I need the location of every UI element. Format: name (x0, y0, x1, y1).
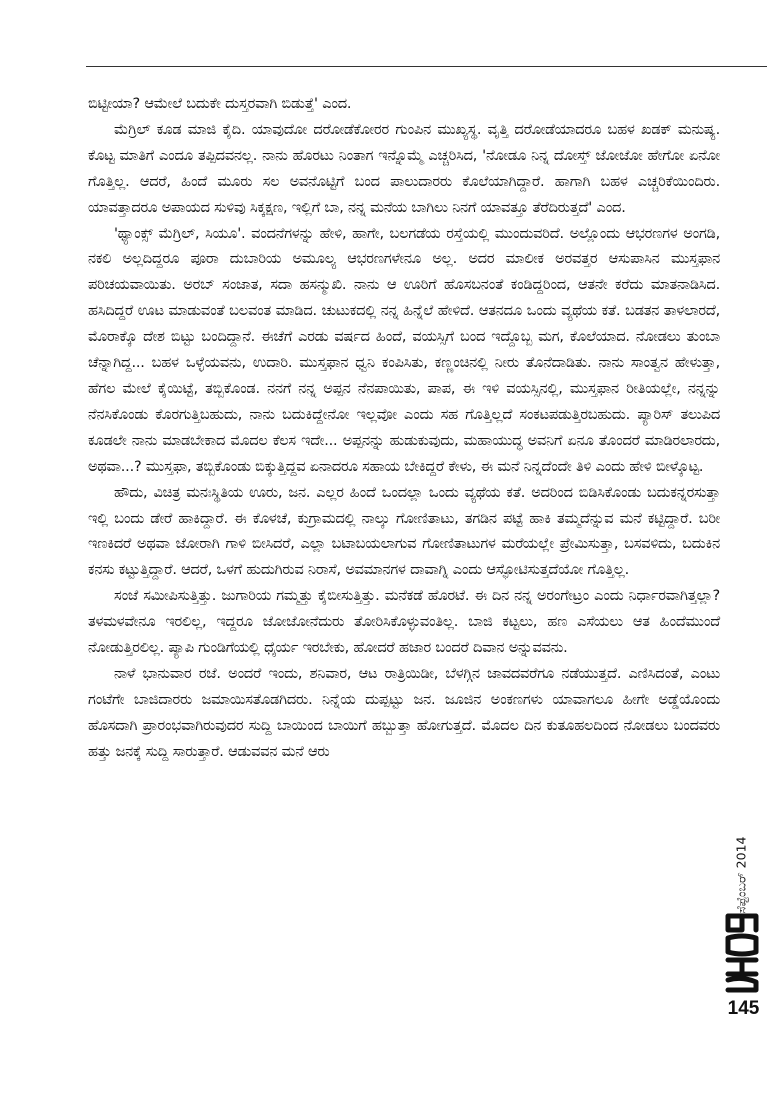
issue-date-text: ಸೆಪ್ಟೆಂಬರ್ 2014 (733, 836, 748, 914)
header-rule (86, 66, 767, 67)
paragraph: ಹೌದು, ವಿಚಿತ್ರ ಮನಃಸ್ಥಿತಿಯ ಊರು, ಜನ. ಎಲ್ಲರ ಹಿಂದೆ ಒಂದಲ್ಲಾ ಒಂದು ವ್ಯಥೆಯ ಕತೆ. ಅದರಿಂದ ಬಿಡಿಸಿಕೊಂಡು ಬದುಕನ್ನರಸುತ್ತಾ ಇಲ್ಲಿ ಬಂದು ಡೇರೆ ಹಾಕಿದ್ದಾರೆ. ಈ ಕೊಳಚೆ, ಕುಗ್ರಾಮದಲ್ಲಿ ನಾಲ್ಕು ಗೋಣಿತಾಟು, ತಗಡಿನ ಪಟ್ಟೆ ಹಾಕಿ ತಮ್ಮದೆನ್ನುವ ಮನೆ ಕಟ್ಟಿದ್ದಾರೆ. ಬರೀ ಇಣಕಿದರೆ ಅಥವಾ ಜೋರಾಗಿ ಗಾಳಿ ಬೀಸಿದರೆ, ಎಲ್ಲಾ ಬಟಾಬಯಲಾಗುವ ಗೋಣಿತಾಟುಗಳ ಮರೆಯಲ್ಲೇ ಪ್ರೇಮಿಸುತ್ತಾ, ಬಸವಳಿದು, ಬದುಕಿನ ಕನಸು ಕಟ್ಟುತ್ತಿದ್ದಾರೆ. ಆದರೆ, ಒಳಗೆ ಹುದುಗಿರುವ ನಿರಾಸೆ, ಅವಮಾನಗಳ ದಾವಾಗ್ನಿ ಎಂದು ಆಸ್ಫೋಟಿಸುತ್ತದೆಯೋ ಗೊತ್ತಿಲ್ಲ. (88, 484, 720, 579)
paragraph: ಮೆಗ್ರಿಲ್ ಕೂಡ ಮಾಜಿ ಕೈದಿ. ಯಾವುದೋ ದರೋಡೆಕೋರರ ಗುಂಪಿನ ಮುಖ್ಯಸ್ಥ. ವೃತ್ತಿ ದರೋಡೆಯಾದರೂ ಬಹಳ ಖಡಕ್ ಮನುಷ್ಯ. ಕೊಟ್ಟ ಮಾತಿಗೆ ಎಂದೂ ತಪ್ಪಿದವನಲ್ಲ. ನಾನು ಹೊರಟು ನಿಂತಾಗ ಇನ್ನೊಮ್ಮೆ ಎಚ್ಚರಿಸಿದ, 'ನೋಡೂ ನಿನ್ನ ದೋಸ್ತ್ ಜೋಜೋ ಹೇಗೋ ಏನೋ ಗೊತ್ತಿಲ್ಲ. ಆದರೆ, ಹಿಂದೆ ಮೂರು ಸಲ ಅವನೊಟ್ಟಿಗೆ ಬಂದ ಪಾಲುದಾರರು ಕೊಲೆಯಾಗಿದ್ದಾರೆ. ಹಾಗಾಗಿ ಬಹಳ ಎಚ್ಚರಿಕೆಯಿಂದಿರು. ಯಾವತ್ತಾದರೂ ಅಪಾಯದ ಸುಳಿವು ಸಿಕ್ಕಕ್ಷಣ, ಇಲ್ಲಿಗೆ ಬಾ, ನನ್ನ ಮನೆಯ ಬಾಗಿಲು ನಿನಗೆ ಯಾವತ್ತೂ ತೆರೆದಿರುತ್ತದೆ' ಎಂದ. (88, 121, 720, 216)
paragraph: ನಾಳೆ ಭಾನುವಾರ ರಜೆ. ಅಂದರೆ ಇಂದು, ಶನಿವಾರ, ಆಟ ರಾತ್ರಿಯಿಡೀ, ಬೆಳಗ್ಗಿನ ಜಾವದವರೆಗೂ ನಡೆಯುತ್ತದೆ. ಎಣಿಸಿದಂತೆ, ಎಂಟು ಗಂಟೆಗೇ ಬಾಜಿದಾರರು ಜಮಾಯಿಸತೊಡಗಿದರು. ನಿನ್ನೆಯ ದುಪ್ಪಟ್ಟು ಜನ. ಜೂಜಿನ ಅಂಕಣಗಳು ಯಾವಾಗಲೂ ಹೀಗೇ ಅಡ್ಡೆಯೊಂದು ಹೊಸದಾಗಿ ಪ್ರಾರಂಭವಾಗಿರುವುದರ ಸುದ್ದಿ ಬಾಯಿಂದ ಬಾಯಿಗೆ ಹಬ್ಬುತ್ತಾ ಹೋಗುತ್ತದೆ. ಮೊದಲ ದಿನ ಕುತೂಹಲದಿಂದ ನೋಡಲು ಬಂದವರು ಹತ್ತು ಜನಕ್ಕೆ ಸುದ್ದಿ ಸಾರುತ್ತಾರೆ. ಆಡುವವನ ಮನೆ ಆರು (88, 665, 720, 760)
article-body (88, 92, 720, 766)
page-number: 145 (727, 998, 760, 1019)
issue-date (731, 836, 751, 914)
paragraph: ಬಿಟ್ಟೀಯಾ? ಆಮೇಲೆ ಬದುಕೇ ದುಸ್ತರವಾಗಿ ಬಿಡುತ್ತೆ' ಎಂದ. (88, 96, 352, 112)
magazine-logo (722, 912, 762, 994)
paragraph: ಸಂಜೆ ಸಮೀಪಿಸುತ್ತಿತ್ತು. ಜುಗಾರಿಯ ಗಮ್ಮತ್ತು ಕೈಬೀಸುತ್ತಿತ್ತು. ಮನೆಕಡೆ ಹೊರಟೆ. ಈ ದಿನ ನನ್ನ ಅರಂಗೇಟ್ರಂ ಎಂದು ನಿರ್ಧಾರವಾಗಿತ್ತಲ್ಲಾ? ತಳಮಳವೇನೂ ಇರಲಿಲ್ಲ, ಇದ್ದರೂ ಜೋಜೋನೆದುರು ತೋರಿಸಿಕೊಳ್ಳುವಂತಿಲ್ಲ. ಬಾಜಿ ಕಟ್ಟಲು, ಹಣ ಎಸೆಯಲು ಆತ ಹಿಂದೆಮುಂದೆ ನೋಡುತ್ತಿರಲಿಲ್ಲ. ಪ್ಯಾಪಿ ಗುಂಡಿಗೆಯಲ್ಲಿ ಧೈರ್ಯ ಇರಬೇಕು, ಹೋದರೆ ಹಜಾರ ಬಂದರೆ ದಿವಾನ ಅನ್ನುವವನು. (88, 588, 720, 657)
paragraph: 'ಥ್ಯಾಂಕ್ಸ್ ಮೆಗ್ರಿಲ್, ಸಿಯೂ'. ವಂದನೆಗಳನ್ನು ಹೇಳಿ, ಹಾಗೇ, ಬಲಗಡೆಯ ರಸ್ತೆಯಲ್ಲಿ ಮುಂದುವರಿದೆ. ಅಲ್ಲೊಂದು ಆಭರಣಗಳ ಅಂಗಡಿ, ನಕಲಿ ಅಲ್ಲದಿದ್ದರೂ ಪೂರಾ ದುಬಾರಿಯ ಅಮೂಲ್ಯ ಆಭರಣಗಳೇನೂ ಅಲ್ಲ. ಅದರ ಮಾಲೀಕ ಅರವತ್ತರ ಆಸುಪಾಸಿನ ಮುಸ್ತಫಾನ ಪರಿಚಯವಾಯಿತು. ಅರಬ್ ಸಂಜಾತ, ಸದಾ ಹಸನ್ಮುಖಿ. ನಾನು ಆ ಊರಿಗೆ ಹೊಸಬನಂತೆ ಕಂಡಿದ್ದರಿಂದ, ಆತನೇ ಕರೆದು ಮಾತನಾಡಿಸಿದ. ಹಸಿದಿದ್ದರೆ ಊಟ ಮಾಡುವಂತೆ ಬಲವಂತ ಮಾಡಿದ. ಚುಟುಕದಲ್ಲಿ ನನ್ನ ಹಿನ್ನೆಲೆ ಹೇಳಿದೆ. ಆತನದೂ ಒಂದು ವ್ಯಥೆಯ ಕತೆ. ಬಡತನ ತಾಳಲಾರದೆ, ಮೊರಾಕ್ಕೊ ದೇಶ ಬಿಟ್ಟು ಬಂದಿದ್ದಾನೆ. ಈಚೆಗೆ ಎರಡು ವರ್ಷದ ಹಿಂದೆ, ವಯಸ್ಸಿಗೆ ಬಂದ ಇದ್ದೊಬ್ಬ ಮಗ, ಕೊಲೆಯಾದ. ನೋಡಲು ತುಂಬಾ ಚೆನ್ನಾಗಿದ್ದ... ಬಹಳ ಒಳ್ಳೆಯವನು, ಉದಾರಿ. ಮುಸ್ತಫಾನ ಧ್ವನಿ ಕಂಪಿಸಿತು, ಕಣ್ಣಂಚಿನಲ್ಲಿ ನೀರು ತೊನೆದಾಡಿತು. ನಾನು ಸಾಂತ್ವನ ಹೇಳುತ್ತಾ, ಹೆಗಲ ಮೇಲೆ ಕೈಯಿಟ್ಟೆ, ತಬ್ಬಿಕೊಂಡ. ನನಗೆ ನನ್ನ ಅಪ್ಪನ ನೆನಪಾಯಿತು, ಪಾಪ, ಈ ಇಳಿ ವಯಸ್ಸಿನಲ್ಲಿ, ಮುಸ್ತಫಾನ ರೀತಿಯಲ್ಲೇ, ನನ್ನನ್ನು ನೆನಸಿಕೊಂಡು ಕೊರಗುತ್ತಿಬಹುದು, ನಾನು ಬದುಕಿದ್ದೇನೋ ಇಲ್ಲವೋ ಎಂದು ಸಹ ಗೊತ್ತಿಲ್ಲದೆ ಸಂಕಟಪಡುತ್ತಿರಬಹುದು. ಪ್ಯಾರಿಸ್ ತಲುಪಿದ ಕೂಡಲೇ ನಾನು ಮಾಡಬೇಕಾದ ಮೊದಲ ಕೆಲಸ ಇದೇ... ಅಪ್ಪನನ್ನು ಹುಡುಕುವುದು, ಮಹಾಯುದ್ಧ ಅವನಿಗೆ ಏನೂ ತೊಂದರೆ ಮಾಡಿರಲಾರದು, ಅಥವಾ...? ಮುಸ್ತಫಾ, ತಬ್ಬಿಕೊಂಡು ಬಿಕ್ಕುತ್ತಿದ್ದವ ಏನಾದರೂ ಸಹಾಯ ಬೇಕಿದ್ದರೆ ಕೇಳು, ಈ ಮನೆ ನಿನ್ನದೆಂದೇ ತಿಳಿ ಎಂದು ಹೇಳಿ ಬೀಳ್ಕೊಟ್ಟ. (88, 225, 720, 475)
